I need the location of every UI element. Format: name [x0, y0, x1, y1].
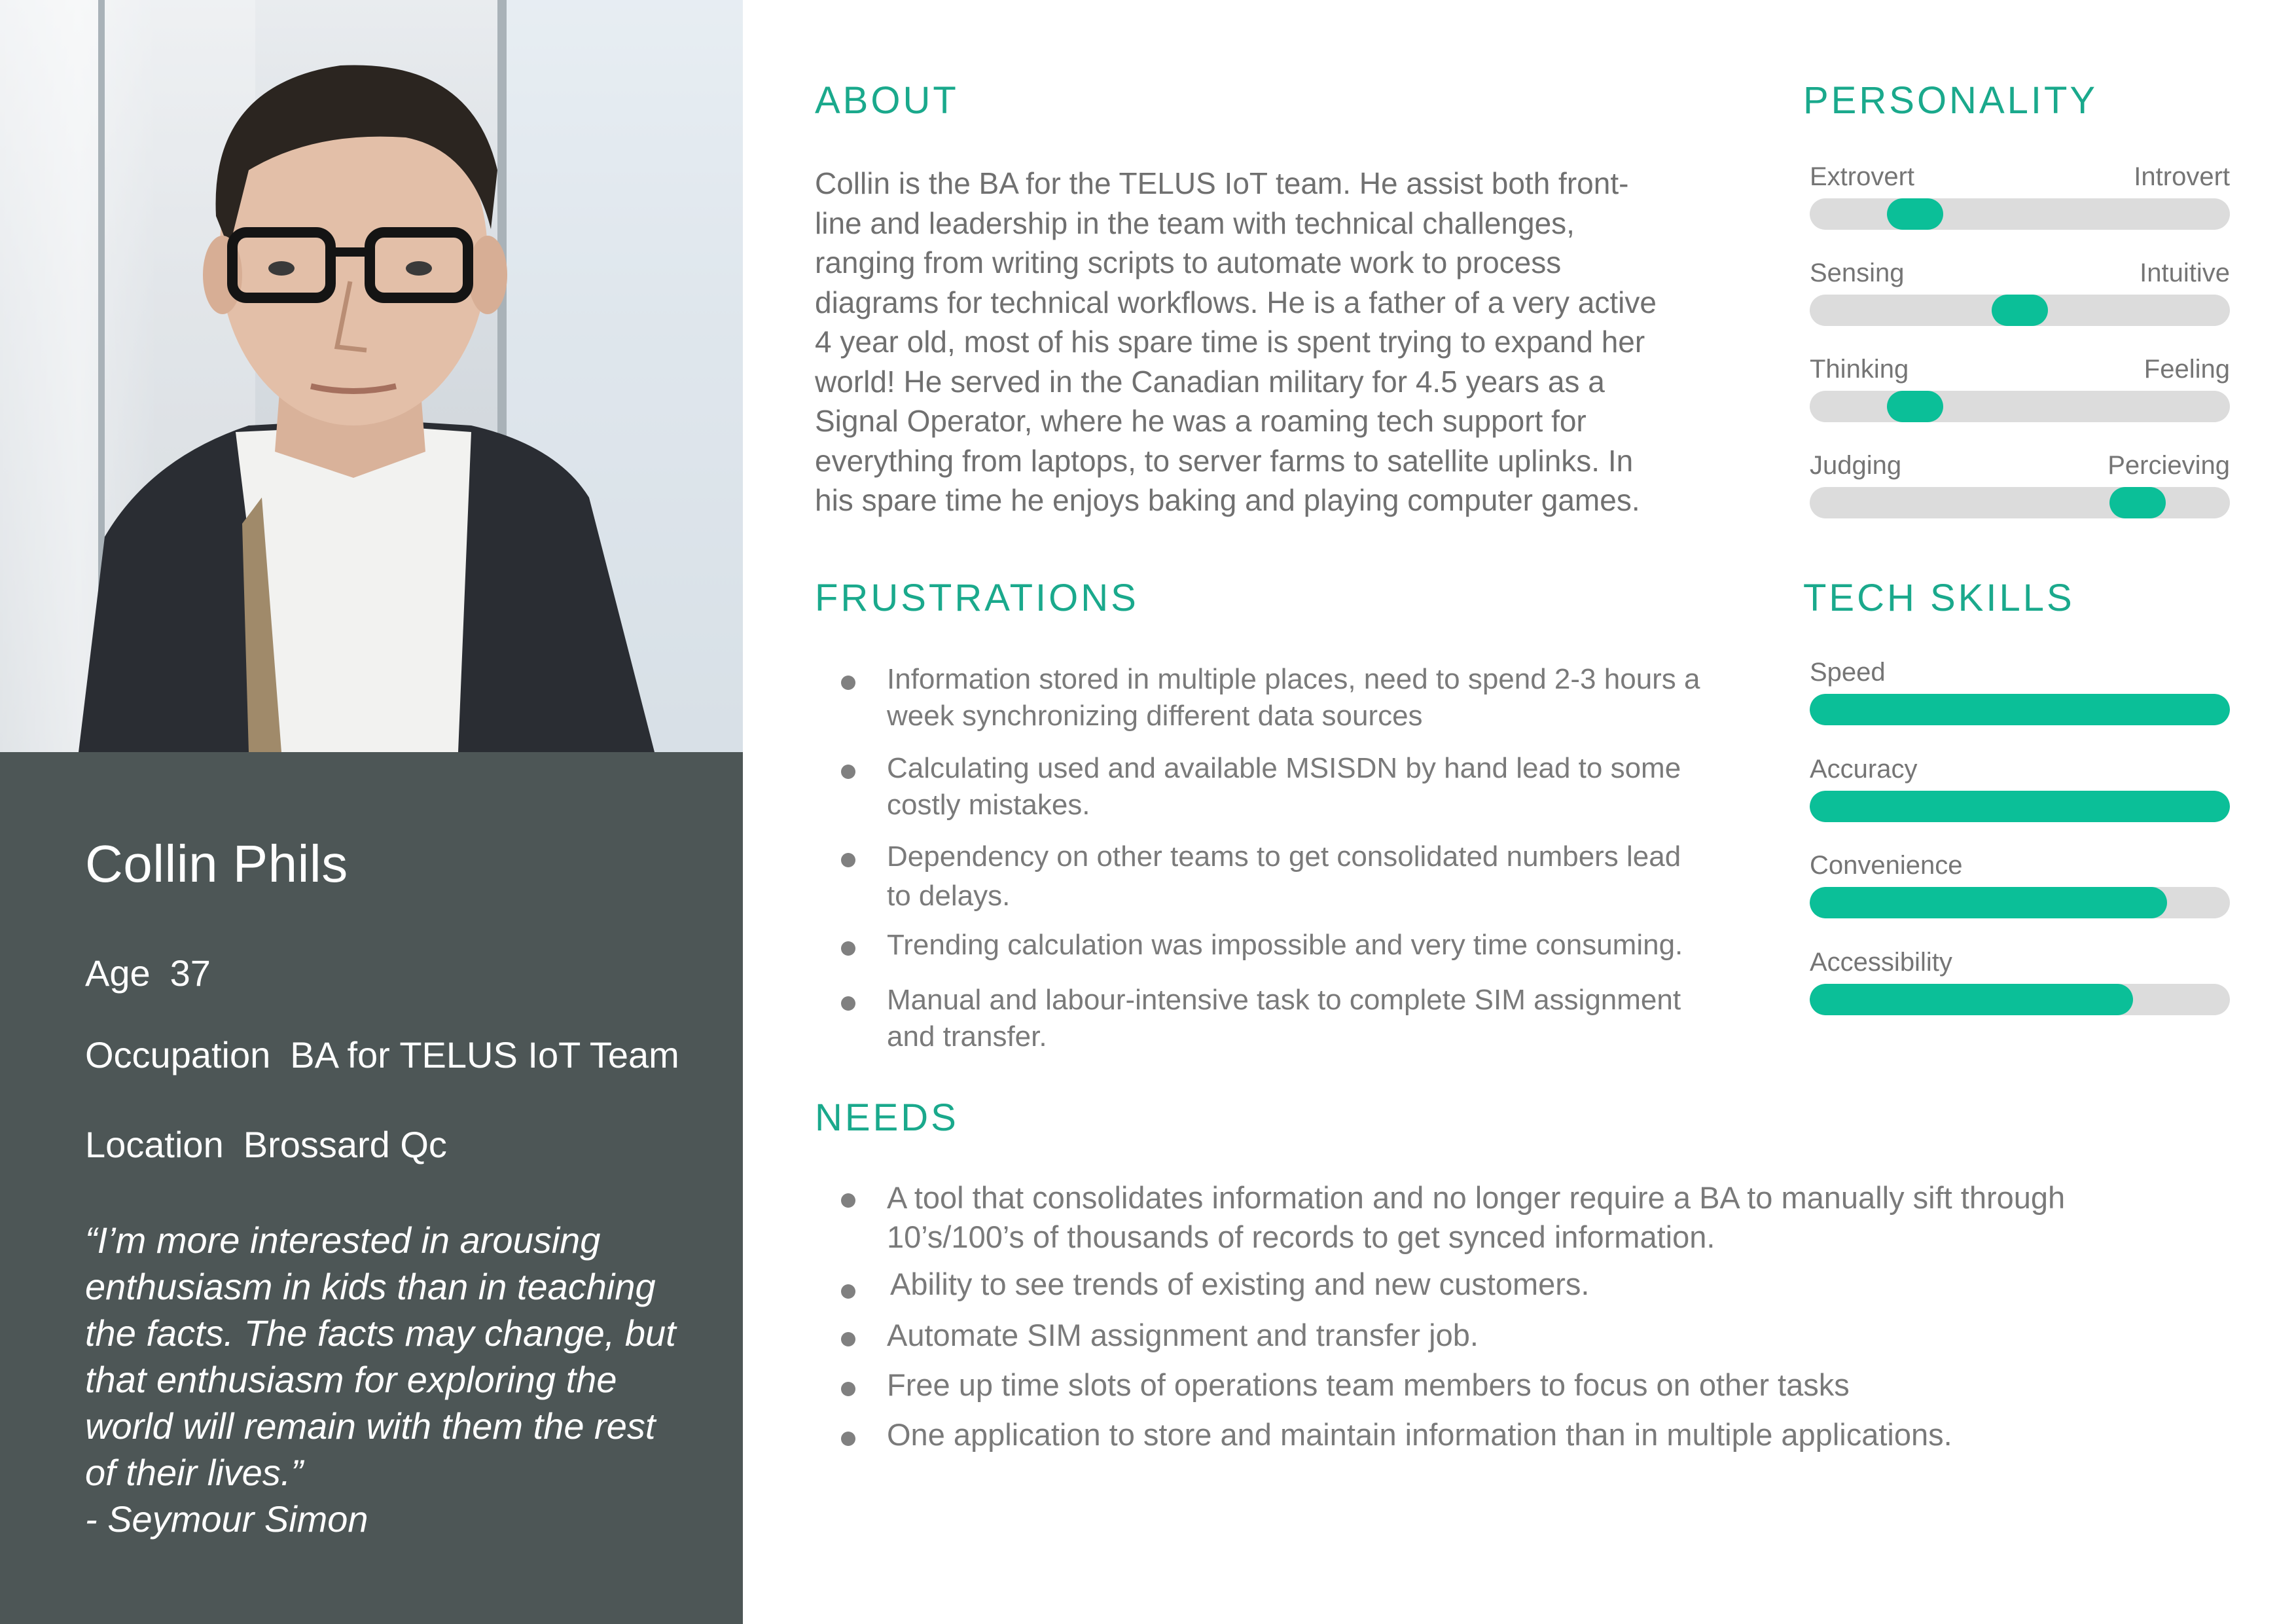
list-item-text: to delays.	[887, 880, 1011, 912]
quote-line: the facts. The facts may change, but	[85, 1312, 676, 1354]
profile-details	[0, 752, 743, 1624]
list-item-text: One application to store and maintain information than in multiple applications.	[887, 1417, 1952, 1452]
list-item-text: Dependency on other teams to get consolidated numbers lead	[887, 840, 1681, 873]
list-item-text: A tool that consolidates information and no longer require a BA to manually sift through	[887, 1180, 2066, 1215]
person-name: Collin Phils	[85, 835, 348, 893]
location-row	[85, 1123, 447, 1166]
age-row	[85, 952, 211, 994]
bullet-icon	[841, 1432, 855, 1446]
scale-left-label: Extrovert	[1810, 162, 1915, 191]
bullet-icon	[841, 853, 855, 867]
age-value: 37	[170, 952, 211, 994]
about-text	[815, 164, 1731, 520]
scale-left-label: Thinking	[1810, 355, 1909, 384]
occupation-label: Occupation	[85, 1034, 271, 1075]
quote	[85, 1217, 687, 1542]
skill-track	[1810, 887, 2230, 918]
scale-right-label: Intuitive	[2140, 259, 2230, 287]
skill-track	[1810, 984, 2230, 1015]
about-line: Signal Operator, where he was a roaming tech support for	[815, 404, 1587, 438]
quote-line: enthusiasm in kids than in teaching	[85, 1266, 656, 1307]
about-line: his spare time he enjoys baking and playing computer games.	[815, 483, 1640, 517]
needs-heading: NEEDS	[815, 1096, 959, 1139]
bullet-icon	[841, 765, 855, 779]
list-item-text: Free up time slots of operations team members to focus on other tasks	[887, 1367, 1850, 1402]
skill-label: Speed	[1810, 658, 1886, 687]
scale-track	[1810, 295, 2230, 326]
skill-fill	[1810, 984, 2133, 1015]
occupation-row	[85, 1034, 679, 1076]
quote-line: world will remain with them the rest	[85, 1405, 656, 1447]
scale-knob	[1887, 198, 1943, 230]
about-line: everything from laptops, to server farms to satellite uplinks. In	[815, 443, 1634, 478]
skill-track	[1810, 694, 2230, 725]
skill-label: Accuracy	[1810, 755, 1918, 784]
skill-track	[1810, 791, 2230, 822]
list-item-text: Trending calculation was impossible and very time consuming.	[887, 929, 1683, 961]
list-item-text: costly mistakes.	[887, 789, 1090, 821]
list-item-text: week synchronizing different data sources	[887, 700, 1423, 732]
about-line: diagrams for technical workflows. He is a father of a very active	[815, 285, 1657, 319]
list-item-text: Information stored in multiple places, need to spend 2-3 hours a	[887, 663, 1700, 695]
bullet-icon	[841, 941, 855, 956]
quote-line: that enthusiasm for exploring the	[85, 1359, 617, 1400]
about-line: ranging from writing scripts to automate work to process	[815, 245, 1562, 280]
scale-knob	[2109, 487, 2166, 518]
about-line: 4 year old, most of his spare time is spent trying to expand her	[815, 325, 1645, 359]
scale-knob	[1887, 391, 1943, 422]
list-item-text: Automate SIM assignment and transfer job.	[887, 1318, 1479, 1352]
scale-left-label: Sensing	[1810, 259, 1905, 287]
occupation-value: BA for TELUS IoT Team	[290, 1034, 679, 1075]
scale-knob	[1992, 295, 2048, 326]
quote-line: “I’m more interested in arousing	[85, 1219, 601, 1261]
about-line: line and leadership in the team with technical challenges,	[815, 206, 1575, 240]
scale-right-label: Feeling	[2144, 355, 2230, 384]
scale-track	[1810, 487, 2230, 518]
portrait-illustration	[0, 0, 743, 752]
profile-panel	[0, 0, 743, 1624]
personality-heading: PERSONALITY	[1803, 79, 2098, 122]
skill-fill	[1810, 791, 2230, 822]
about-line: world! He served in the Canadian military for 4.5 years as a	[815, 364, 1605, 399]
age-label: Age	[85, 952, 151, 994]
about-line: Collin is the BA for the TELUS IoT team. He assist both front-	[815, 166, 1629, 200]
scale-right-label: Introvert	[2134, 162, 2230, 191]
list-item-text: Manual and labour-intensive task to complete SIM assignment	[887, 984, 1681, 1016]
location-label: Location	[85, 1124, 224, 1165]
skill-label: Convenience	[1810, 851, 1963, 880]
list-item-text: 10’s/100’s of thousands of records to get synced information.	[887, 1219, 1715, 1254]
list-item-text: Ability to see trends of existing and new customers.	[890, 1267, 1590, 1301]
bullet-icon	[841, 996, 855, 1011]
bullet-icon	[841, 1284, 855, 1299]
list-item-text: Calculating used and available MSISDN by hand lead to some	[887, 752, 1681, 784]
location-value: Brossard Qc	[243, 1124, 447, 1165]
bullet-icon	[841, 1382, 855, 1396]
profile-photo	[0, 0, 743, 752]
frustrations-heading: FRUSTRATIONS	[815, 577, 1139, 619]
about-heading: ABOUT	[815, 79, 959, 122]
scale-left-label: Judging	[1810, 451, 1902, 480]
list-item-text: and transfer.	[887, 1020, 1047, 1053]
scale-track	[1810, 198, 2230, 230]
skill-label: Accessibility	[1810, 948, 1952, 977]
skill-fill	[1810, 694, 2230, 725]
bullet-icon	[841, 1193, 855, 1208]
quote-author: - Seymour Simon	[85, 1498, 368, 1540]
scale-right-label: Percieving	[2108, 451, 2230, 480]
bullet-icon	[841, 1332, 855, 1346]
quote-line: of their lives.”	[85, 1452, 303, 1493]
bullet-icon	[841, 676, 855, 690]
scale-track	[1810, 391, 2230, 422]
tech-skills-heading: TECH SKILLS	[1803, 577, 2075, 619]
skill-fill	[1810, 887, 2167, 918]
